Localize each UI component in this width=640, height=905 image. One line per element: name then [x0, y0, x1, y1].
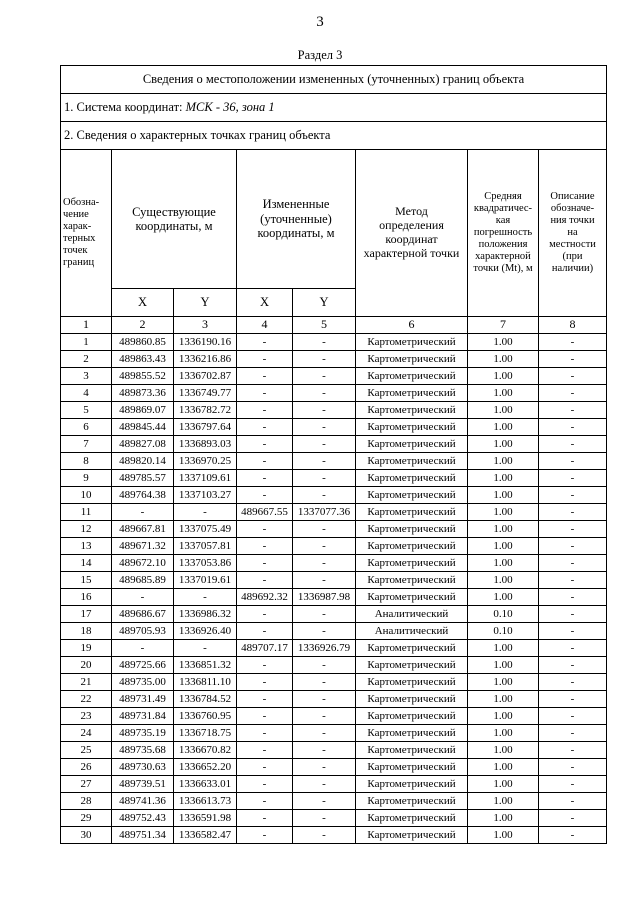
- page-number: 3: [316, 14, 324, 30]
- header-changed-coords: Измененные (уточненные) координаты, м: [237, 150, 356, 289]
- cell-changed-x: -: [237, 555, 293, 572]
- cell-existing-y: 1337075.49: [174, 521, 237, 538]
- table-row: [61, 385, 607, 402]
- cell-changed-x: -: [237, 606, 293, 623]
- cell-description: -: [539, 657, 607, 674]
- cell-changed-y: -: [293, 674, 356, 691]
- cell-changed-x: -: [237, 385, 293, 402]
- cell-point-number: 9: [61, 470, 112, 487]
- cell-existing-y: 1336216.86: [174, 351, 237, 368]
- cell-existing-y: 1337109.61: [174, 470, 237, 487]
- cell-method: Картометрический: [356, 776, 468, 793]
- cell-description: -: [539, 640, 607, 657]
- cell-method: Картометрический: [356, 793, 468, 810]
- cell-accuracy: 1.00: [468, 419, 539, 436]
- cell-accuracy: 1.00: [468, 453, 539, 470]
- cell-description: -: [539, 436, 607, 453]
- cell-method: Картометрический: [356, 538, 468, 555]
- cell-changed-y: -: [293, 759, 356, 776]
- header-method: Метод определения координат характерной точки: [356, 150, 468, 317]
- cell-description: -: [539, 793, 607, 810]
- cell-method: Картометрический: [356, 810, 468, 827]
- cell-changed-x: -: [237, 623, 293, 640]
- table-row: [61, 419, 607, 436]
- table-row: [61, 640, 607, 657]
- cell-existing-x: 489705.93: [112, 623, 174, 640]
- cell-changed-y: -: [293, 385, 356, 402]
- coordinate-system-row: [61, 94, 607, 122]
- cell-existing-x: 489751.34: [112, 827, 174, 844]
- cell-accuracy: 1.00: [468, 640, 539, 657]
- cell-existing-y: 1337103.27: [174, 487, 237, 504]
- cell-method: Картометрический: [356, 555, 468, 572]
- cell-accuracy: 1.00: [468, 708, 539, 725]
- cell-changed-x: 489707.17: [237, 640, 293, 657]
- table-row: [61, 521, 607, 538]
- cell-existing-x: -: [112, 640, 174, 657]
- cell-existing-y: 1336784.52: [174, 691, 237, 708]
- cell-accuracy: 1.00: [468, 368, 539, 385]
- cell-method: Картометрический: [356, 351, 468, 368]
- cell-point-number: 24: [61, 725, 112, 742]
- cell-point-number: 19: [61, 640, 112, 657]
- cell-point-number: 10: [61, 487, 112, 504]
- table-row: [61, 776, 607, 793]
- cell-accuracy: 1.00: [468, 487, 539, 504]
- cell-accuracy: 1.00: [468, 504, 539, 521]
- cell-method: Картометрический: [356, 521, 468, 538]
- table-row: [61, 368, 607, 385]
- cell-existing-x: 489860.85: [112, 334, 174, 351]
- cell-description: -: [539, 521, 607, 538]
- cell-method: Картометрический: [356, 368, 468, 385]
- cell-changed-y: -: [293, 793, 356, 810]
- cell-point-number: 20: [61, 657, 112, 674]
- cell-existing-x: 489671.32: [112, 538, 174, 555]
- cell-existing-x: 489869.07: [112, 402, 174, 419]
- cell-existing-y: 1336670.82: [174, 742, 237, 759]
- cell-changed-y: -: [293, 827, 356, 844]
- cell-existing-y: 1336190.16: [174, 334, 237, 351]
- table-row: [61, 470, 607, 487]
- cell-changed-y: -: [293, 810, 356, 827]
- cell-description: -: [539, 402, 607, 419]
- cell-existing-x: 489855.52: [112, 368, 174, 385]
- cell-changed-y: -: [293, 776, 356, 793]
- table-row: [61, 572, 607, 589]
- table-row: [61, 623, 607, 640]
- cell-changed-x: -: [237, 691, 293, 708]
- cell-existing-x: 489685.89: [112, 572, 174, 589]
- cell-changed-x: -: [237, 453, 293, 470]
- table-row: [61, 436, 607, 453]
- cell-point-number: 18: [61, 623, 112, 640]
- cell-method: Картометрический: [356, 487, 468, 504]
- cell-accuracy: 1.00: [468, 589, 539, 606]
- cell-existing-x: 489672.10: [112, 555, 174, 572]
- cell-changed-y: -: [293, 708, 356, 725]
- cell-existing-y: -: [174, 640, 237, 657]
- cell-existing-x: 489845.44: [112, 419, 174, 436]
- cell-method: Картометрический: [356, 759, 468, 776]
- cell-point-number: 12: [61, 521, 112, 538]
- cell-accuracy: 1.00: [468, 572, 539, 589]
- cell-changed-y: -: [293, 402, 356, 419]
- cell-existing-x: 489752.43: [112, 810, 174, 827]
- cell-changed-y: -: [293, 419, 356, 436]
- cell-accuracy: 1.00: [468, 793, 539, 810]
- cell-point-number: 25: [61, 742, 112, 759]
- cell-accuracy: 1.00: [468, 657, 539, 674]
- cell-point-number: 27: [61, 776, 112, 793]
- cell-existing-x: 489725.66: [112, 657, 174, 674]
- cell-existing-x: 489735.19: [112, 725, 174, 742]
- cell-method: Картометрический: [356, 674, 468, 691]
- cell-method: Картометрический: [356, 419, 468, 436]
- cell-existing-x: 489764.38: [112, 487, 174, 504]
- section-title: Раздел 3: [297, 48, 343, 62]
- cell-existing-y: 1336702.87: [174, 368, 237, 385]
- cell-changed-y: -: [293, 538, 356, 555]
- cell-existing-y: 1336718.75: [174, 725, 237, 742]
- cell-changed-y: -: [293, 487, 356, 504]
- cell-changed-x: -: [237, 793, 293, 810]
- cell-existing-x: 489827.08: [112, 436, 174, 453]
- table-row: [61, 827, 607, 844]
- cell-point-number: 17: [61, 606, 112, 623]
- cell-point-number: 7: [61, 436, 112, 453]
- table-row: [61, 538, 607, 555]
- cell-point-number: 26: [61, 759, 112, 776]
- cell-point-number: 2: [61, 351, 112, 368]
- header-changed-y: Y: [293, 289, 356, 317]
- cell-existing-y: 1336652.20: [174, 759, 237, 776]
- cell-description: -: [539, 810, 607, 827]
- cell-description: -: [539, 334, 607, 351]
- cell-changed-x: -: [237, 470, 293, 487]
- cell-changed-x: -: [237, 351, 293, 368]
- cell-existing-x: 489739.51: [112, 776, 174, 793]
- cell-method: Картометрический: [356, 334, 468, 351]
- cell-description: -: [539, 470, 607, 487]
- cell-changed-y: -: [293, 334, 356, 351]
- cell-point-number: 3: [61, 368, 112, 385]
- column-number: 5: [293, 317, 356, 334]
- cell-changed-x: -: [237, 368, 293, 385]
- coordinate-system-value: МСК - 36, зона 1: [185, 100, 275, 115]
- cell-method: Картометрический: [356, 691, 468, 708]
- cell-method: Картометрический: [356, 572, 468, 589]
- cell-changed-y: -: [293, 606, 356, 623]
- cell-point-number: 15: [61, 572, 112, 589]
- cell-accuracy: 1.00: [468, 827, 539, 844]
- cell-description: -: [539, 487, 607, 504]
- table-row: [61, 810, 607, 827]
- cell-point-number: 1: [61, 334, 112, 351]
- points-section-title: 2. Сведения о характерных точках границ объекта: [61, 122, 607, 150]
- header-accuracy: Средняя квадратичес- кая погрешность положения характерной точки (Mt), м: [468, 150, 539, 317]
- cell-description: -: [539, 555, 607, 572]
- boundary-points-table: [60, 65, 607, 844]
- cell-changed-y: -: [293, 572, 356, 589]
- cell-existing-y: 1336926.40: [174, 623, 237, 640]
- table-row: [61, 793, 607, 810]
- table-row: [61, 674, 607, 691]
- cell-description: -: [539, 572, 607, 589]
- cell-description: -: [539, 691, 607, 708]
- table-title: Сведения о местоположении измененных (уточненных) границ объекта: [61, 66, 607, 94]
- cell-method: Картометрический: [356, 657, 468, 674]
- cell-existing-y: -: [174, 504, 237, 521]
- cell-existing-y: 1336749.77: [174, 385, 237, 402]
- cell-existing-x: 489667.81: [112, 521, 174, 538]
- cell-method: Картометрический: [356, 504, 468, 521]
- cell-accuracy: 1.00: [468, 470, 539, 487]
- table-row: [61, 334, 607, 351]
- cell-point-number: 13: [61, 538, 112, 555]
- cell-existing-y: -: [174, 589, 237, 606]
- cell-changed-y: -: [293, 453, 356, 470]
- cell-method: Картометрический: [356, 827, 468, 844]
- cell-changed-x: -: [237, 487, 293, 504]
- cell-method: Картометрический: [356, 708, 468, 725]
- cell-description: -: [539, 742, 607, 759]
- cell-description: -: [539, 708, 607, 725]
- cell-changed-y: -: [293, 742, 356, 759]
- column-number: 1: [61, 317, 112, 334]
- cell-point-number: 22: [61, 691, 112, 708]
- cell-changed-x: -: [237, 674, 293, 691]
- cell-accuracy: 1.00: [468, 725, 539, 742]
- cell-point-number: 23: [61, 708, 112, 725]
- cell-existing-y: 1336893.03: [174, 436, 237, 453]
- cell-existing-x: -: [112, 504, 174, 521]
- cell-description: -: [539, 589, 607, 606]
- cell-accuracy: 1.00: [468, 691, 539, 708]
- cell-description: -: [539, 453, 607, 470]
- cell-existing-x: -: [112, 589, 174, 606]
- cell-changed-y: -: [293, 555, 356, 572]
- cell-existing-y: 1336760.95: [174, 708, 237, 725]
- cell-accuracy: 1.00: [468, 334, 539, 351]
- cell-changed-y: 1336926.79: [293, 640, 356, 657]
- cell-changed-y: -: [293, 657, 356, 674]
- cell-method: Картометрический: [356, 589, 468, 606]
- cell-method: Аналитический: [356, 623, 468, 640]
- cell-existing-y: 1336851.32: [174, 657, 237, 674]
- cell-description: -: [539, 419, 607, 436]
- cell-accuracy: 1.00: [468, 538, 539, 555]
- cell-existing-x: 489731.84: [112, 708, 174, 725]
- cell-existing-y: 1336633.01: [174, 776, 237, 793]
- cell-changed-x: -: [237, 759, 293, 776]
- cell-description: -: [539, 351, 607, 368]
- cell-description: -: [539, 776, 607, 793]
- cell-changed-x: -: [237, 572, 293, 589]
- cell-existing-x: 489686.67: [112, 606, 174, 623]
- cell-accuracy: 1.00: [468, 810, 539, 827]
- cell-changed-x: -: [237, 419, 293, 436]
- cell-description: -: [539, 623, 607, 640]
- cell-existing-y: 1337053.86: [174, 555, 237, 572]
- cell-changed-y: -: [293, 368, 356, 385]
- header-point-designation: Обозна- чение харак- терных точек границ: [61, 150, 112, 317]
- cell-point-number: 14: [61, 555, 112, 572]
- cell-point-number: 16: [61, 589, 112, 606]
- cell-changed-x: -: [237, 742, 293, 759]
- column-number: 6: [356, 317, 468, 334]
- cell-description: -: [539, 827, 607, 844]
- cell-changed-x: -: [237, 810, 293, 827]
- cell-method: Картометрический: [356, 402, 468, 419]
- cell-point-number: 30: [61, 827, 112, 844]
- cell-method: Картометрический: [356, 640, 468, 657]
- cell-point-number: 11: [61, 504, 112, 521]
- cell-changed-x: -: [237, 776, 293, 793]
- table-row: [61, 555, 607, 572]
- cell-existing-y: 1337057.81: [174, 538, 237, 555]
- cell-point-number: 6: [61, 419, 112, 436]
- cell-description: -: [539, 606, 607, 623]
- cell-changed-y: -: [293, 521, 356, 538]
- cell-existing-x: 489863.43: [112, 351, 174, 368]
- table-row: [61, 691, 607, 708]
- cell-accuracy: 1.00: [468, 385, 539, 402]
- cell-changed-y: 1337077.36: [293, 504, 356, 521]
- cell-point-number: 21: [61, 674, 112, 691]
- cell-existing-y: 1336811.10: [174, 674, 237, 691]
- cell-changed-x: 489667.55: [237, 504, 293, 521]
- cell-changed-y: -: [293, 470, 356, 487]
- cell-existing-x: 489785.57: [112, 470, 174, 487]
- cell-existing-y: 1336613.73: [174, 793, 237, 810]
- table-row: [61, 453, 607, 470]
- cell-existing-y: 1336591.98: [174, 810, 237, 827]
- cell-description: -: [539, 725, 607, 742]
- cell-accuracy: 0.10: [468, 606, 539, 623]
- table-row: [61, 708, 607, 725]
- cell-description: -: [539, 368, 607, 385]
- cell-changed-y: -: [293, 436, 356, 453]
- table-row: [61, 742, 607, 759]
- cell-method: Картометрический: [356, 470, 468, 487]
- cell-accuracy: 1.00: [468, 402, 539, 419]
- cell-existing-x: 489873.36: [112, 385, 174, 402]
- column-number: 2: [112, 317, 174, 334]
- cell-point-number: 4: [61, 385, 112, 402]
- table-row: [61, 606, 607, 623]
- cell-accuracy: 1.00: [468, 759, 539, 776]
- cell-description: -: [539, 504, 607, 521]
- cell-changed-x: 489692.32: [237, 589, 293, 606]
- cell-existing-x: 489820.14: [112, 453, 174, 470]
- cell-description: -: [539, 538, 607, 555]
- cell-existing-y: 1336582.47: [174, 827, 237, 844]
- header-description: Описание обозначе- ния точки на местности (при наличии): [539, 150, 607, 317]
- table-row: [61, 351, 607, 368]
- cell-point-number: 29: [61, 810, 112, 827]
- header-existing-y: Y: [174, 289, 237, 317]
- table-row: [61, 657, 607, 674]
- coordinate-system-label: 1. Система координат:: [64, 100, 183, 115]
- cell-method: Картометрический: [356, 385, 468, 402]
- cell-changed-y: -: [293, 351, 356, 368]
- column-number: 7: [468, 317, 539, 334]
- cell-changed-x: -: [237, 725, 293, 742]
- table-row: [61, 402, 607, 419]
- cell-accuracy: 1.00: [468, 776, 539, 793]
- header-changed-x: X: [237, 289, 293, 317]
- cell-changed-x: -: [237, 334, 293, 351]
- cell-changed-y: -: [293, 691, 356, 708]
- table-row: [61, 589, 607, 606]
- cell-method: Картометрический: [356, 453, 468, 470]
- cell-point-number: 8: [61, 453, 112, 470]
- cell-accuracy: 1.00: [468, 742, 539, 759]
- cell-point-number: 5: [61, 402, 112, 419]
- cell-changed-x: -: [237, 402, 293, 419]
- cell-changed-x: -: [237, 827, 293, 844]
- cell-existing-y: 1336970.25: [174, 453, 237, 470]
- cell-changed-y: -: [293, 623, 356, 640]
- cell-accuracy: 1.00: [468, 555, 539, 572]
- table-row: [61, 759, 607, 776]
- cell-changed-x: -: [237, 436, 293, 453]
- cell-description: -: [539, 674, 607, 691]
- cell-changed-x: -: [237, 657, 293, 674]
- cell-accuracy: 1.00: [468, 674, 539, 691]
- cell-existing-x: 489741.36: [112, 793, 174, 810]
- header-existing-x: X: [112, 289, 174, 317]
- cell-existing-y: 1337019.61: [174, 572, 237, 589]
- cell-description: -: [539, 385, 607, 402]
- cell-accuracy: 1.00: [468, 436, 539, 453]
- cell-existing-x: 489735.68: [112, 742, 174, 759]
- header-existing-coords: Существующие координаты, м: [112, 150, 237, 289]
- cell-accuracy: 1.00: [468, 521, 539, 538]
- column-number: 3: [174, 317, 237, 334]
- cell-existing-x: 489735.00: [112, 674, 174, 691]
- cell-accuracy: 1.00: [468, 351, 539, 368]
- table-row: [61, 487, 607, 504]
- cell-description: -: [539, 759, 607, 776]
- cell-changed-y: -: [293, 725, 356, 742]
- cell-method: Картометрический: [356, 725, 468, 742]
- cell-changed-x: -: [237, 521, 293, 538]
- cell-method: Картометрический: [356, 436, 468, 453]
- table-row: [61, 725, 607, 742]
- cell-existing-y: 1336986.32: [174, 606, 237, 623]
- cell-point-number: 28: [61, 793, 112, 810]
- column-number: 8: [539, 317, 607, 334]
- cell-changed-y: 1336987.98: [293, 589, 356, 606]
- cell-existing-x: 489731.49: [112, 691, 174, 708]
- cell-method: Картометрический: [356, 742, 468, 759]
- cell-existing-y: 1336797.64: [174, 419, 237, 436]
- cell-method: Аналитический: [356, 606, 468, 623]
- table-row: [61, 504, 607, 521]
- column-number: 4: [237, 317, 293, 334]
- cell-accuracy: 0.10: [468, 623, 539, 640]
- cell-changed-x: -: [237, 708, 293, 725]
- cell-existing-y: 1336782.72: [174, 402, 237, 419]
- cell-existing-x: 489730.63: [112, 759, 174, 776]
- cell-changed-x: -: [237, 538, 293, 555]
